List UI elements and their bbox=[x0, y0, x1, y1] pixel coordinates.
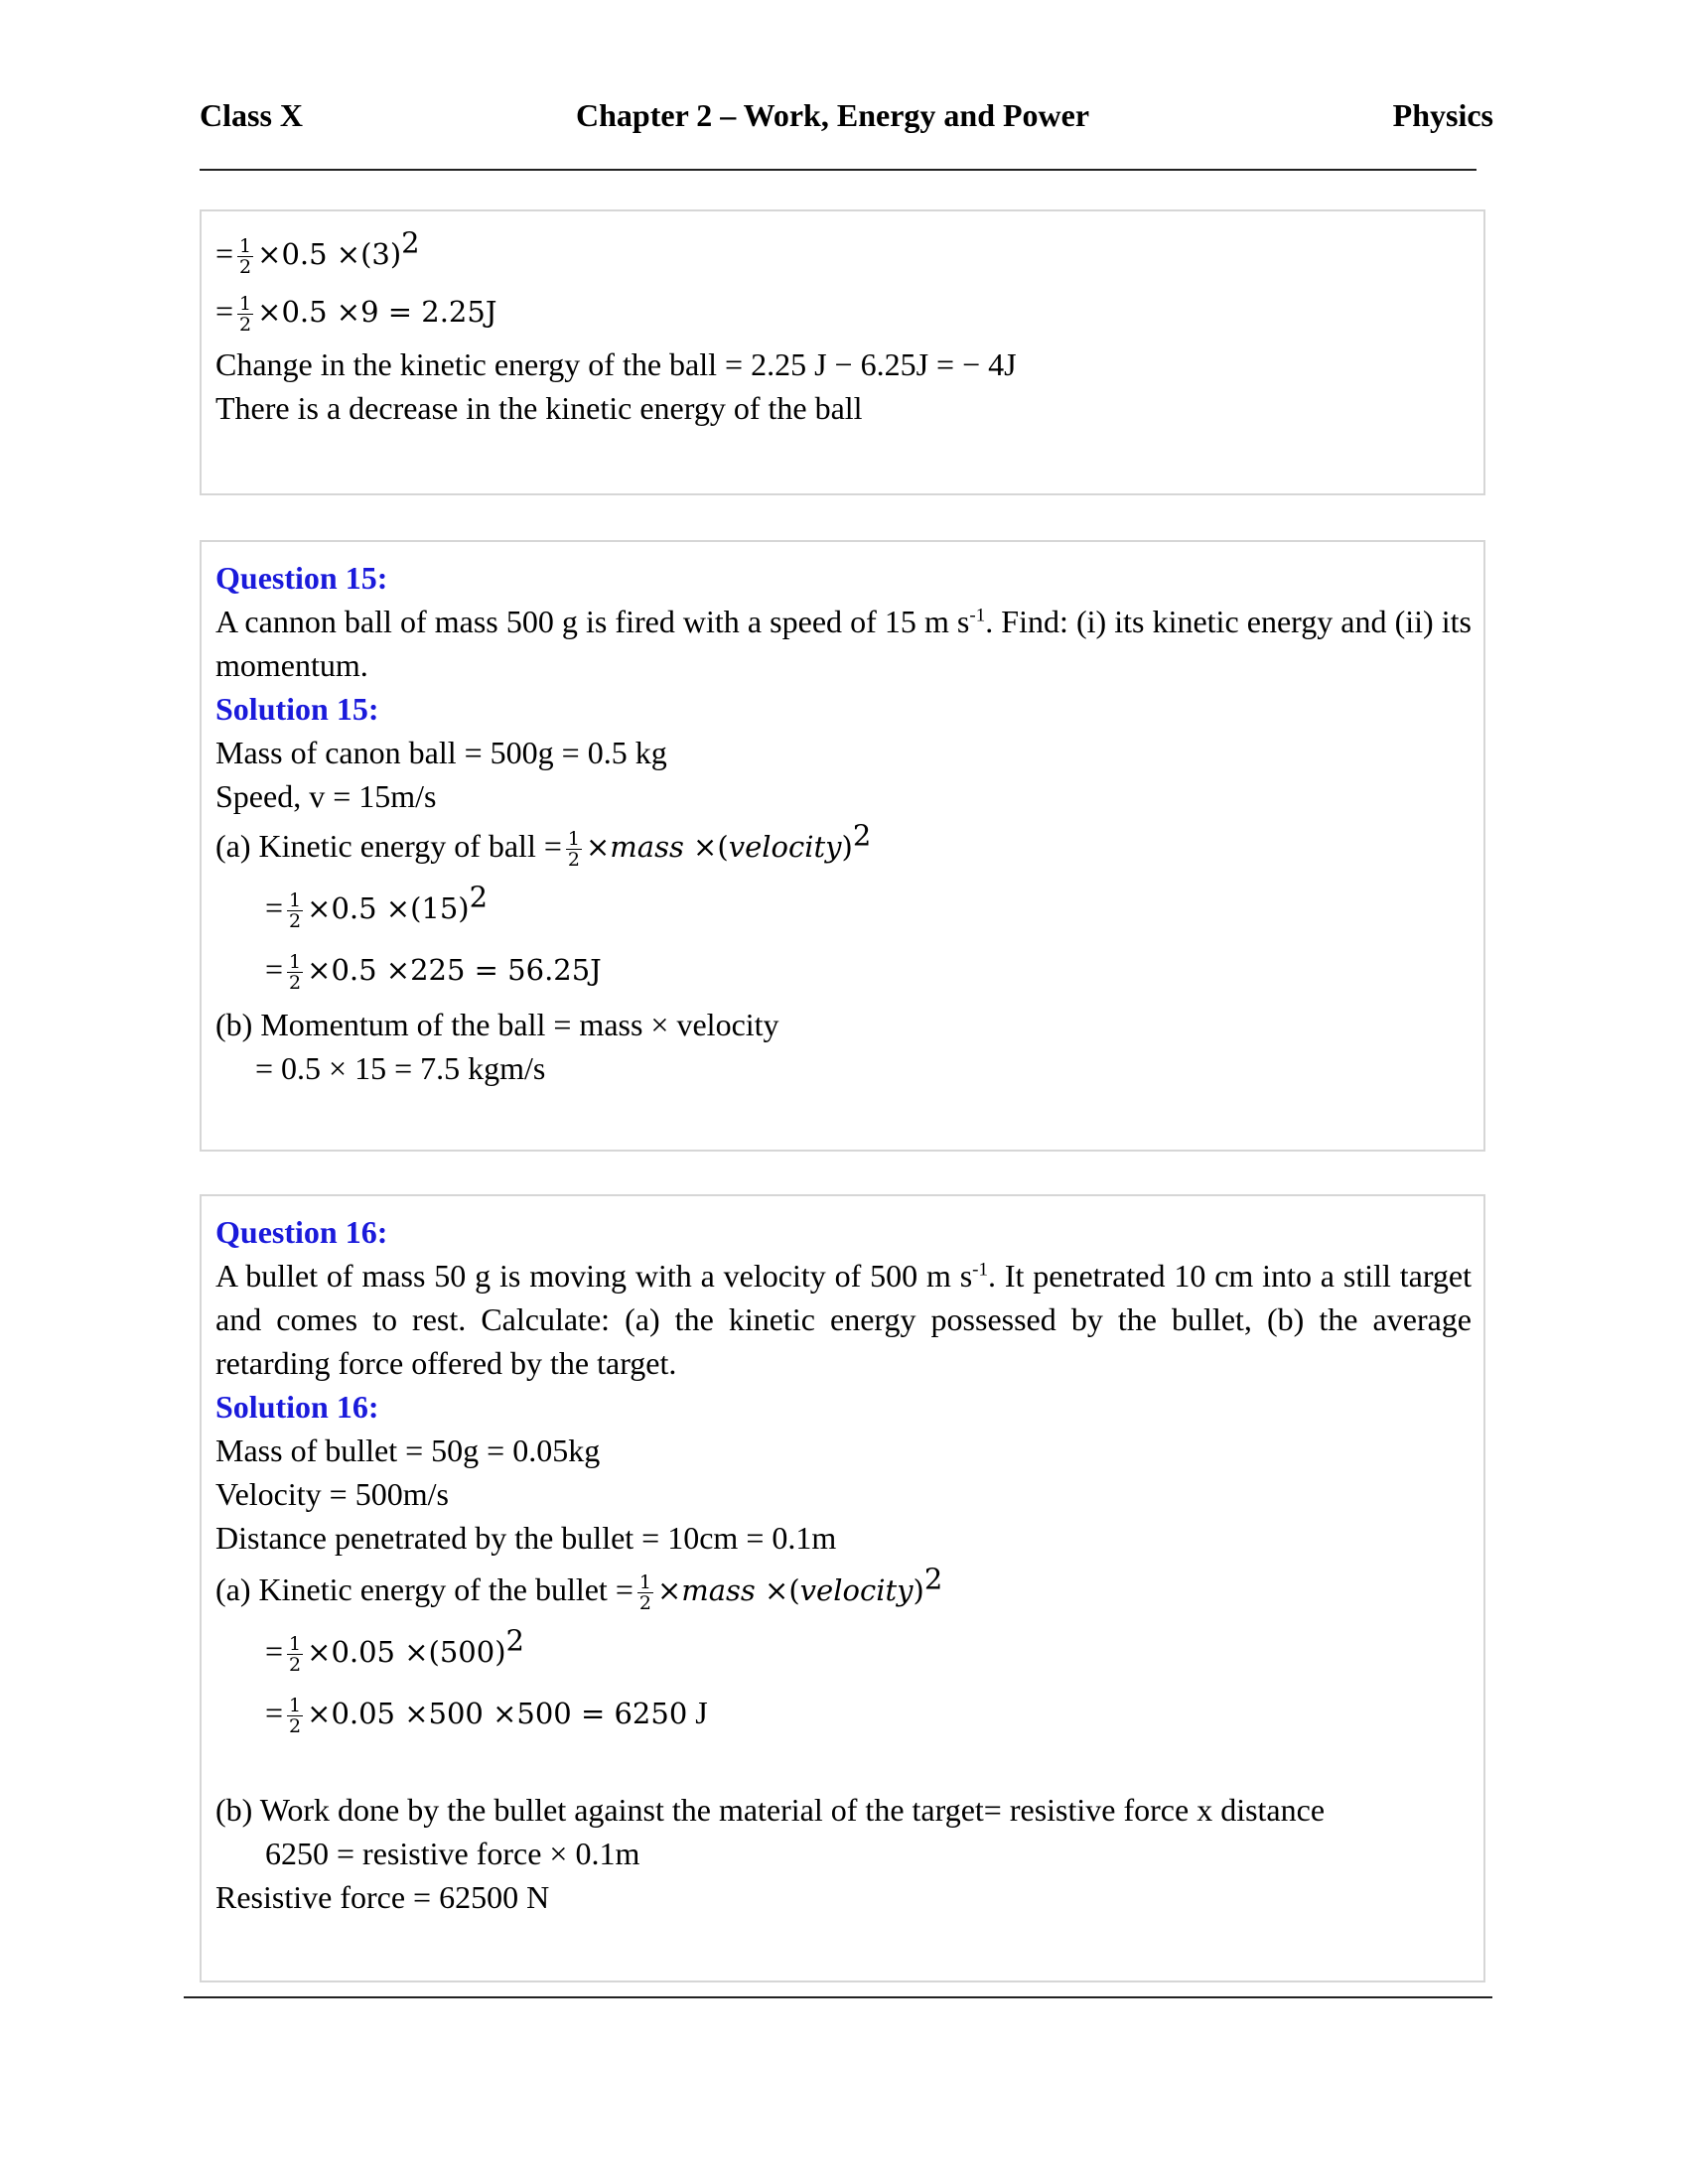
velocity-line: Velocity = 500m/s bbox=[215, 1476, 449, 1512]
fraction: $\frac{1}{2}$ bbox=[289, 951, 302, 995]
exponent: 2 bbox=[401, 225, 420, 260]
question-15-text: A cannon ball of mass 500 g is fired with a speed of 15 m $s^{-1}$. Find: (i) its kinetic energy and (ii) its momentum. bbox=[215, 604, 1473, 683]
question-16-text: A bullet of mass 50 g is moving with a velocity of 500 m $s^{-1}$. It penetrated 10 cm into a still target and comes to rest. Calculate: (a) the kinetic energy possessed by the bullet, (b) the average retarding force offered by the target. bbox=[215, 1258, 1473, 1381]
ke-formula-line: (a) Kinetic energy of ball = $\frac{1}{2}$ ×mass ×(velocity)$^2$ bbox=[215, 818, 872, 872]
ke-result-line: = $\frac{1}{2}$ ×0.05 ×500 ×500 = 6250 J bbox=[265, 1695, 708, 1738]
fraction: $\frac{1}{2}$ bbox=[239, 235, 252, 279]
previous-solution-box bbox=[200, 209, 1485, 495]
ke-result-line bbox=[215, 289, 496, 335]
ke-step-line: = $\frac{1}{2}$ $\times 0.05 \times(500)^2$ bbox=[265, 1623, 524, 1677]
ke-formula-line: (a) Kinetic energy of the bullet = $\frac{1}{2}$ ×mass ×(velocity)$^2$ bbox=[215, 1562, 943, 1615]
header-class: Class X bbox=[200, 97, 304, 133]
momentum-formula-line: (b) Momentum of the ball = mass × velocity bbox=[215, 1007, 779, 1042]
solution-15-title: Solution 15: bbox=[215, 691, 379, 727]
fraction: $\frac{1}{2}$ bbox=[638, 1571, 651, 1615]
question-16-title: Question 16: bbox=[215, 1214, 388, 1250]
work-equation-line: 6250 = resistive force × 0.1m bbox=[265, 1836, 640, 1871]
math-expression: ×0.5 ×9 = 2.25J bbox=[257, 295, 497, 329]
fraction: $\frac{1}{2}$ bbox=[289, 1633, 302, 1677]
header-chapter: Chapter 2 – Work, Energy and Power bbox=[576, 97, 1090, 133]
resistive-force-line: Resistive force = 62500 N bbox=[215, 1879, 550, 1915]
header-subject: Physics bbox=[1392, 97, 1493, 133]
ke-step-line: = $\frac{1}{2}$ $\times 0.5 \times(15)^2$ bbox=[265, 880, 489, 933]
fraction: $\frac{1}{2}$ bbox=[289, 1695, 302, 1738]
solution-16-title: Solution 16: bbox=[215, 1389, 379, 1425]
distance-line: Distance penetrated by the bullet = 10cm = 0.1m bbox=[215, 1520, 837, 1556]
ke-decrease-text: There is a decrease in the kinetic energy of the ball bbox=[215, 390, 863, 426]
equals-sign: = bbox=[215, 293, 234, 329]
mass-line: Mass of bullet = 50g = 0.05kg bbox=[215, 1433, 601, 1468]
ke-change-text: Change in the kinetic energy of the ball = 2.25 J − 6.25J = − 4J bbox=[215, 346, 1017, 382]
question-15-title: Question 15: bbox=[215, 560, 388, 596]
question-15-box bbox=[200, 540, 1485, 1152]
math-expression: ×0.5 ×(3) bbox=[257, 237, 402, 271]
question-16-box bbox=[200, 1194, 1485, 1982]
equals-sign: = bbox=[215, 235, 234, 271]
speed-line: Speed, v = 15m/s bbox=[215, 778, 437, 814]
ke-result-line: = $\frac{1}{2}$ ×0.5 ×225 = 56.25J bbox=[265, 951, 602, 995]
mass-line: Mass of canon ball = 500g = 0.5 kg bbox=[215, 735, 667, 770]
header-divider bbox=[200, 169, 1477, 171]
fraction: $\frac{1}{2}$ bbox=[239, 293, 252, 337]
ke-step-line bbox=[215, 225, 420, 279]
fraction: $\frac{1}{2}$ bbox=[567, 828, 580, 872]
work-done-line: (b) Work done by the bullet against the material of the target= resistive force x distance bbox=[215, 1792, 1326, 1828]
footer-divider bbox=[184, 1996, 1492, 1998]
momentum-result-line: = 0.5 × 15 = 7.5 kgm/s bbox=[255, 1050, 546, 1086]
fraction: $\frac{1}{2}$ bbox=[289, 889, 302, 933]
